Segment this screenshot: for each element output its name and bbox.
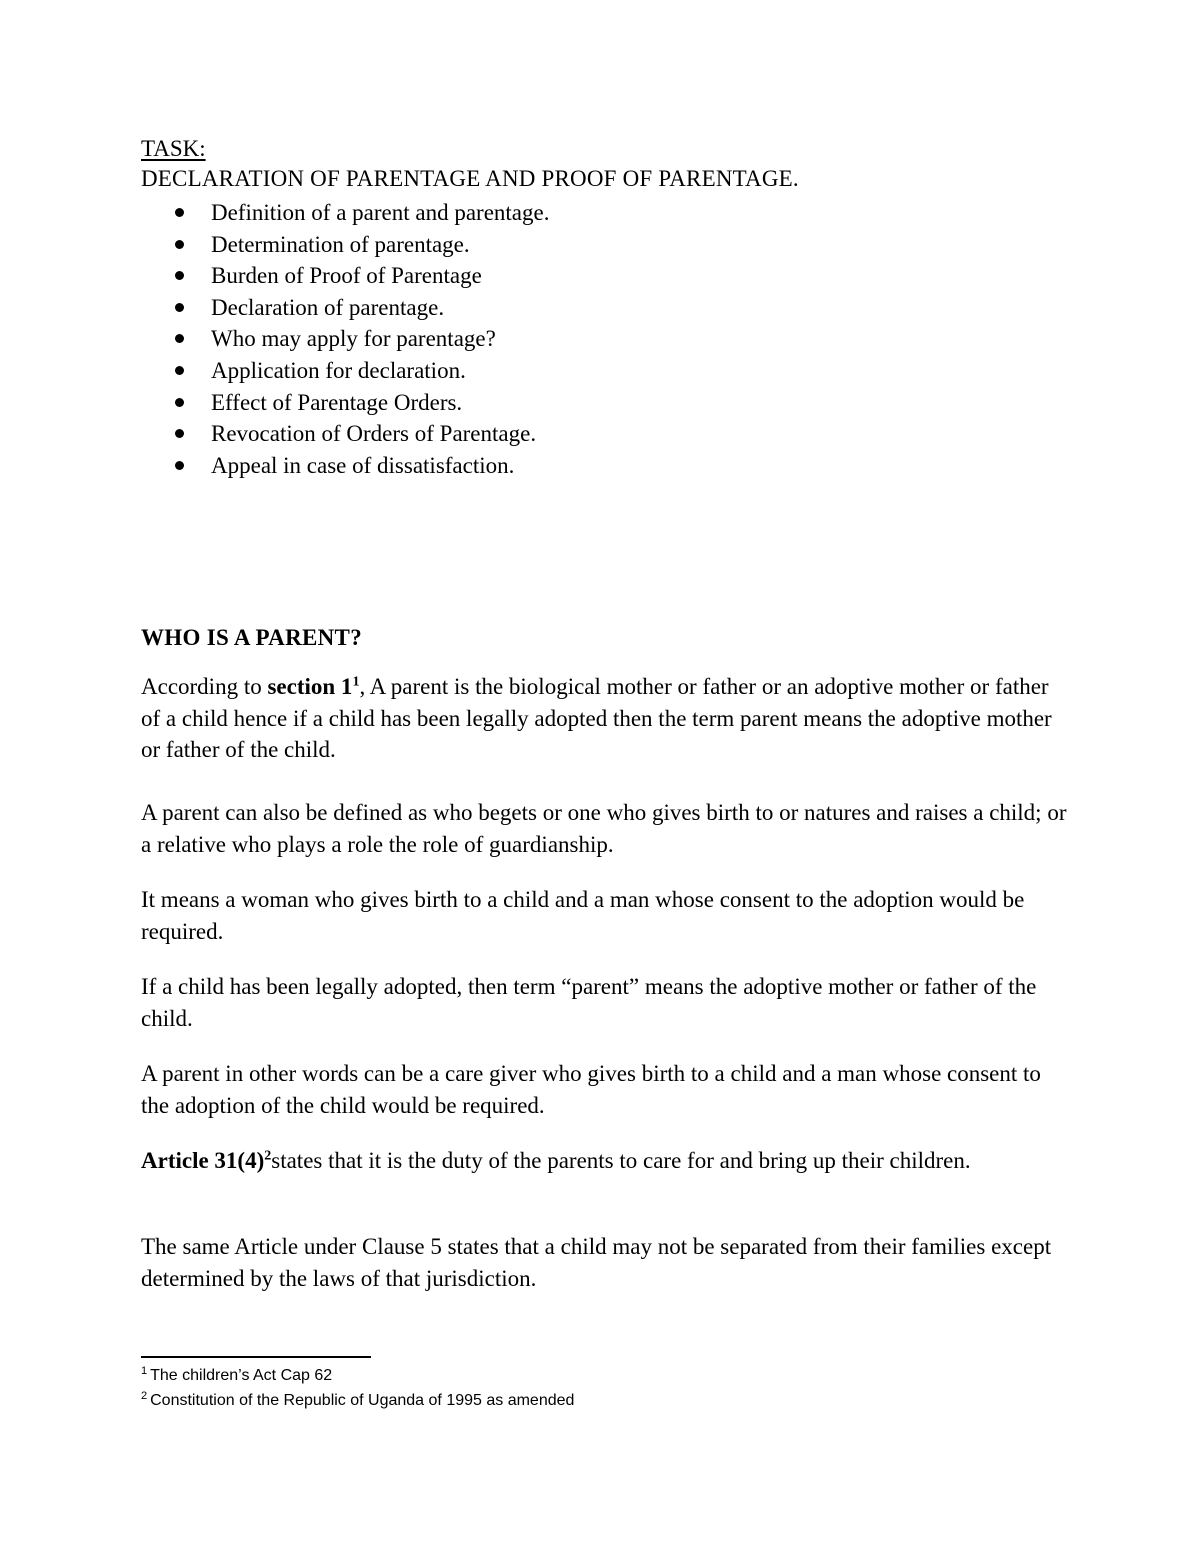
task-title: DECLARATION OF PARENTAGE AND PROOF OF PARENTAGE. <box>141 166 799 191</box>
topic-text: Appeal in case of dissatisfaction. <box>211 452 515 478</box>
topics-list <box>173 198 549 482</box>
bullet-icon <box>175 429 184 438</box>
bullet-icon <box>175 303 184 312</box>
footnote-1 <box>141 1366 332 1386</box>
topic-text: Application for declaration. <box>211 357 466 383</box>
paragraph-adopted: If a child has been legally adopted, then term “parent” means the adoptive mother or father of the child. <box>141 974 1037 1031</box>
footnote-2 <box>141 1391 574 1411</box>
footnote-number: 2 <box>141 1389 148 1402</box>
paragraph-birth-consent: It means a woman who gives birth to a child and a man whose consent to the adoption would be required. <box>141 887 1025 944</box>
topic-text: Definition of a parent and parentage. <box>211 200 550 225</box>
list-item <box>173 293 549 325</box>
list-item <box>173 198 549 230</box>
footnote-separator <box>141 1356 371 1358</box>
task-label: TASK: <box>141 136 206 161</box>
topic-text: Determination of parentage. <box>211 231 470 257</box>
bullet-icon <box>175 398 184 407</box>
paragraph-lead: According to <box>141 674 268 699</box>
paragraph-body: , A parent is the biological mother or father or an adoptive mother or father of a child hence if a child has been legally adopted then the term parent means the adoptive mother or father of the child. <box>141 674 1052 762</box>
bullet-icon <box>175 366 184 375</box>
topic-text: Who may apply for parentage? <box>211 326 496 352</box>
paragraph-care-giver: A parent in other words can be a care giver who gives birth to a child and a man whose consent to the adoption of the child would be required. <box>141 1061 1041 1118</box>
topic-text: Effect of Parentage Orders. <box>211 389 463 415</box>
paragraph-article <box>141 1145 1071 1177</box>
section-reference: section 1 <box>267 674 353 699</box>
list-item <box>173 451 549 483</box>
footnote-marker[interactable]: 2 <box>264 1148 272 1164</box>
footnote-text: The children’s Act Cap 62 <box>150 1367 333 1384</box>
footnote-marker[interactable]: 1 <box>352 674 360 690</box>
footnote-number: 1 <box>141 1364 148 1377</box>
section-heading: WHO IS A PARENT? <box>141 625 362 650</box>
topic-text: Revocation of Orders of Parentage. <box>211 421 537 447</box>
paragraph-clause-5: The same Article under Clause 5 states that a child may not be separated from their families except determined by the laws of that jurisdiction. <box>141 1234 1052 1291</box>
topic-text: Burden of Proof of Parentage <box>211 263 482 289</box>
paragraph-definition <box>141 671 1071 766</box>
bullet-icon <box>175 240 184 249</box>
bullet-icon <box>175 271 184 280</box>
paragraph-begets: A parent can also be defined as who begets or one who gives birth to or natures and raises a child; or a relative who plays a role the role of guardianship. <box>141 800 1067 857</box>
list-item <box>173 230 549 262</box>
footnote-text: Constitution of the Republic of Uganda of 1995 as amended <box>150 1392 575 1409</box>
list-item <box>173 324 549 356</box>
topic-text: Declaration of parentage. <box>211 294 445 320</box>
bullet-icon <box>175 461 184 470</box>
article-reference: Article 31(4) <box>141 1148 265 1173</box>
list-item <box>173 388 549 420</box>
list-item <box>173 356 549 388</box>
bullet-icon <box>175 334 184 343</box>
bullet-icon <box>175 208 184 217</box>
paragraph-body: states that it is the duty of the parents to care for and bring up their children. <box>271 1148 971 1173</box>
list-item <box>173 261 549 293</box>
list-item <box>173 419 549 451</box>
